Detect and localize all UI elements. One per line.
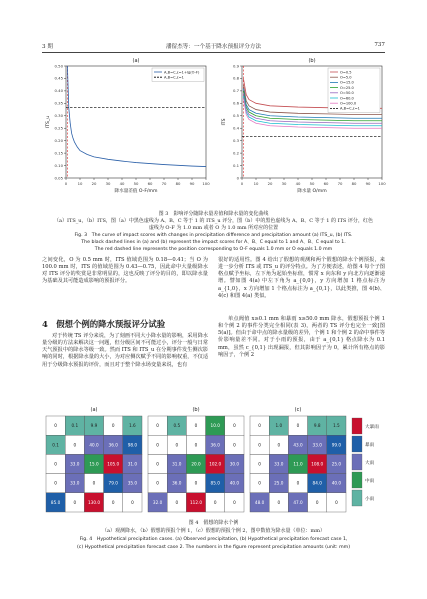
- plot-frame: [66, 66, 206, 178]
- cell-value: 102.0: [209, 461, 222, 467]
- panel-label: (b): [192, 407, 200, 413]
- cell-value: 0: [194, 423, 198, 429]
- cell-value: 33.0: [312, 442, 322, 448]
- cell-value: 0: [92, 480, 96, 486]
- cell-value: 0: [277, 499, 281, 505]
- y-tick-label: 0.7: [232, 88, 239, 94]
- cell-value: 20.0: [191, 461, 201, 467]
- cell-value: 9.8: [313, 423, 321, 429]
- heatmap-panel-0: [46, 407, 142, 512]
- cell-value: 36.0: [210, 442, 220, 448]
- x-tick-label: 30: [281, 181, 287, 186]
- header-rule: [42, 52, 385, 53]
- panel-label: (c): [294, 407, 302, 413]
- cell-value: 0: [233, 423, 236, 429]
- cell-value: 85.0: [50, 499, 61, 505]
- x-tick-label: 10: [253, 181, 259, 186]
- x-tick-label: 10: [77, 181, 83, 186]
- x-tick-label: 40: [119, 181, 125, 186]
- cell-value: 0: [296, 480, 300, 486]
- legend-label: O=50.0: [340, 91, 354, 96]
- legend-label: A,B=C,ε=1: [164, 75, 184, 80]
- legend-swatch: [352, 436, 362, 452]
- y-axis-label: ITS_u: [46, 115, 51, 129]
- cell-value: 79.0: [108, 480, 118, 486]
- cell-value: 40.0: [89, 442, 99, 448]
- cell-value: 0.5: [173, 423, 181, 429]
- legend-swatch: [352, 472, 362, 488]
- cell-value: 0: [54, 461, 57, 467]
- cell-value: 1.5: [333, 423, 340, 429]
- cell-value: 48.0: [254, 499, 265, 505]
- cell-value: 25.0: [331, 461, 342, 467]
- running-title: 潘留杰等：一个基于降水预报评分方法: [165, 44, 262, 50]
- x-tick-label: 0: [240, 181, 244, 186]
- legend-label: O=25.0: [340, 85, 354, 90]
- x-axis-label: 降水量 O/mm: [297, 189, 327, 194]
- legend-label: O=15.0: [340, 80, 354, 85]
- x-axis-label: 降水量差值 O-F/mm: [114, 189, 158, 194]
- cell-value: 0: [335, 499, 338, 505]
- page-number: 737: [374, 42, 385, 48]
- y-tick-label: 0.2: [232, 150, 239, 156]
- x-tick-label: 70: [161, 181, 167, 186]
- legend: [328, 68, 380, 113]
- panel-label: (a): [132, 58, 140, 64]
- cell-value: 40.0: [331, 480, 342, 486]
- x-tick-label: 40: [295, 181, 301, 186]
- issue-number: 3 期: [42, 44, 53, 50]
- legend-swatch: [352, 418, 362, 434]
- chart-panel-0: [45, 58, 210, 194]
- legend-swatch: [352, 454, 362, 470]
- y-tick-label: 0.45: [54, 75, 63, 81]
- cell-value: 0: [233, 442, 236, 448]
- cell-value: 11.0: [293, 461, 303, 467]
- cell-value: 0: [258, 461, 261, 467]
- cell-value: 112.0: [190, 499, 202, 505]
- legend-label: 中雨: [365, 479, 375, 484]
- y-tick-label: 0.4: [232, 125, 239, 131]
- cell-value: 108.0: [311, 461, 324, 467]
- left-paragraph-1: 之间变化，O 为 0.5 mm 时，ITS 值域范围为 0.18—0.41；当 O 为 100.0 mm 时，ITS 的值域范围为 0.43—0.75，因此命中大量级降水对 ITS 评分的奖赏是非常明显的，这也反映了评分的目的，即以降水量为基础及其可能造成影响的预报评分。: [42, 257, 208, 285]
- cell-value: 36.0: [108, 442, 118, 448]
- legend-label: 大暴雨: [365, 425, 379, 430]
- y-tick-label: 0.30: [54, 113, 63, 119]
- section-4-title: 4 假想个例的降水预报评分试验: [42, 319, 166, 329]
- cell-value: 33.0: [70, 480, 80, 486]
- right-paragraph-2: 单点阀值 x≥0.1 mm 和暴雨 x≥50.0 mm 降水，假想预报个例 1 和个例 2 的事件分类完全相同(表 3)，两者的 TS 评分也完全一致[图 5(a)]。但由于命中点的降水量级的差异，个例 1 和个例 2 的命中事件等价影响量差不同。对于小雨的预报，由于 a_{0,1} 格点降水为 0.1 mm，虽然 c_{0,1} 出现漏报，但其影响因子为 0，累计所有格点的影响因子，个例 2: [218, 316, 385, 358]
- cell-value: 0: [233, 499, 236, 505]
- cell-value: 0: [315, 499, 319, 505]
- cell-value: 0: [213, 499, 217, 505]
- cell-value: 0: [175, 442, 179, 448]
- x-tick-label: 80: [351, 181, 357, 186]
- chart-panel-1: [221, 58, 386, 194]
- cell-value: 0: [131, 499, 134, 505]
- y-tick-label: 0.8: [232, 75, 239, 81]
- x-tick-label: 80: [175, 181, 181, 186]
- panel-label: (a): [90, 407, 98, 413]
- cell-value: 35.0: [127, 480, 138, 486]
- y-tick-label: 0.1: [232, 162, 239, 168]
- cell-value: 0: [258, 423, 261, 429]
- y-tick-label: 0.05: [54, 175, 63, 181]
- heatmap-panel-2: [250, 407, 346, 512]
- legend-label: 小雨: [365, 497, 375, 502]
- cell-value: 9.9: [90, 423, 98, 429]
- figure-3-charts: [40, 56, 386, 210]
- y-tick-label: 0: [236, 175, 239, 181]
- fig3-caption-detail: （a）ITS_u，（b）ITS，图（a）中黑色虚线为 A、B、C 等于 1 的 ITS_u 评分，图（b）中的黑色虚线为 A、B、C 等于 1 的 ITS 评分，红色虚线为 O-F 为 1.0 mm 或者 O 为 1.0 mm 所对应的位置: [54, 218, 373, 231]
- y-tick-label: 0.20: [54, 137, 63, 143]
- y-tick-label: 0.9: [232, 63, 239, 69]
- fig4-caption-en-1: Fig. 4 Hypothetical precipitation cases. (a) Observed precipitation, (b) Hypothetical precipitation forecast case 1,: [79, 537, 348, 542]
- fig4-caption-detail: （a）观测降水，（b）假想的预报个例 1，（c）假想的预报个例 2，图中数值为降水量（单位：mm）: [101, 528, 325, 534]
- legend-swatch: [352, 490, 362, 506]
- cell-value: 0: [296, 423, 300, 429]
- cell-value: 0: [54, 480, 57, 486]
- legend-label: A,B=C,ε=1: [340, 106, 360, 111]
- heatmap-panel-1: [148, 407, 244, 512]
- cell-value: 0: [156, 423, 159, 429]
- legend-label: O=100.0: [340, 101, 357, 106]
- fig4-caption-title: 图 4 假想的降水个例: [188, 520, 239, 526]
- legend-label: O=60.0: [340, 96, 354, 101]
- cell-value: 0: [73, 499, 77, 505]
- fig3-caption-title: 图 3 影响评分随降水量差值和降水量的变化曲线: [158, 211, 269, 217]
- x-tick-label: 60: [323, 181, 329, 186]
- cell-value: 0: [175, 499, 179, 505]
- legend-label: 大雨: [365, 461, 375, 466]
- cell-value: 99.0: [331, 442, 342, 448]
- fig4-caption-en-2: (c) Hypothetical precipitation forecast case 2. The numbers in the figure represent precipitation amounts (unit: mm): [76, 545, 351, 550]
- legend-label: A,B=C,ε=1+lg(O-F): [164, 70, 200, 75]
- cell-value: 85.0: [210, 480, 220, 486]
- cell-value: 0: [258, 480, 261, 486]
- y-tick-label: 0.50: [54, 63, 63, 69]
- cell-value: 0: [194, 480, 198, 486]
- cell-value: 0.1: [71, 423, 79, 429]
- figure-4-grids: [40, 404, 386, 518]
- cell-value: 30.0: [229, 461, 240, 467]
- x-tick-label: 50: [309, 181, 315, 186]
- x-tick-label: 90: [189, 181, 195, 186]
- x-tick-label: 70: [337, 181, 343, 186]
- cell-value: 32.0: [152, 499, 163, 505]
- x-tick-label: 50: [133, 181, 139, 186]
- y-tick-label: 0.35: [54, 100, 63, 106]
- cell-value: 10.0: [210, 423, 220, 429]
- y-tick-label: 0.10: [54, 162, 63, 168]
- panel-label: (b): [308, 58, 316, 64]
- fig3-caption-en-2: The black dashed lines in (a) and (b) represent the impact scores for A、B、C equal to 1 and A、B、C equal to 1.: [81, 240, 346, 245]
- legend-label: 暴雨: [365, 443, 375, 448]
- y-tick-label: 0.15: [54, 150, 63, 156]
- cell-value: 0: [194, 442, 198, 448]
- legend-label: O=0.5: [340, 70, 352, 75]
- cell-value: 47.0: [293, 499, 303, 505]
- y-tick-label: 0.5: [232, 113, 239, 119]
- y-tick-label: 0.40: [54, 88, 63, 94]
- y-tick-label: 0.6: [232, 100, 239, 106]
- cell-value: 0: [54, 423, 57, 429]
- cell-value: 36.0: [172, 480, 182, 486]
- x-tick-label: 30: [105, 181, 111, 186]
- x-tick-label: 0: [64, 181, 68, 186]
- cell-value: 25.0: [274, 480, 284, 486]
- y-axis-label: ITS: [222, 118, 227, 126]
- cell-value: 1.6: [129, 423, 136, 429]
- right-paragraph-1: 很好的适用性。图 4 给出了假想的观测和两个假想的降水个例预报，来进一步分析 ITS 或 ITS_u 的评分特点。为了方便表述，给图 4 每个子图格点赋予坐标，左下角为起始坐标值，惯常 x 向东和 y 向北方向逐渐递增。譬如图 4(a) 中左下角为 a_{0,0}，y 方向增加 1 格点标注为 a_{1,0}，x 方向增加 1 个格点标注为 a_{0,1}，以此类推，图 4(b)、4(c) 和图 4(a) 类似。: [218, 257, 385, 299]
- cell-value: 84.0: [312, 480, 322, 486]
- cell-value: 33.0: [274, 461, 284, 467]
- cell-value: 0: [258, 442, 261, 448]
- cell-value: 31.0: [127, 461, 138, 467]
- cell-value: 0.1: [52, 442, 59, 448]
- cell-value: 40.0: [229, 480, 240, 486]
- cell-value: 105.0: [107, 461, 120, 467]
- section-4-paragraph: 对于传统 TS 评分来说，为了刻画不同大小降水量的影响，采用降水量分级的方法来解决这一问题，但分级区间不可能过小，评分一般与日常天气预报中的降水等级一致。然而 ITS 和 ITS_u 在分期事件发生侧次影响的同时，根据降水量的大小，为对应侧次赋予不同的影响权重，不仅适用于分级降水预报的评价，而且对于整个降水场变量来说，也有: [42, 333, 209, 368]
- cell-value: 130.0: [88, 499, 100, 505]
- cell-value: 1.0: [275, 423, 283, 429]
- x-tick-label: 60: [147, 181, 153, 186]
- fig3-caption-en-1: Fig. 3 The curve of impact scores with changes in precipitation difference and precipitation amount (a) ITS_u, (b) ITS.: [74, 233, 353, 238]
- y-tick-label: 0.3: [232, 137, 239, 143]
- cell-value: 43.0: [293, 442, 303, 448]
- cell-value: 0: [111, 423, 115, 429]
- x-tick-label: 90: [365, 181, 371, 186]
- cell-value: 98.0: [127, 442, 138, 448]
- cell-value: 15.0: [89, 461, 99, 467]
- cell-value: 0: [156, 442, 159, 448]
- fig3-caption-en-3: The red dashed line represents the position corresponding to O-F equals 1.0 mm or O equals 1.0 mm: [94, 247, 333, 252]
- fig4-legend: [352, 418, 379, 506]
- cell-value: 31.0: [172, 461, 182, 467]
- cell-value: 0: [277, 442, 281, 448]
- cell-value: 0: [111, 499, 115, 505]
- cell-value: 0: [156, 480, 159, 486]
- x-tick-label: 100: [202, 181, 210, 186]
- x-tick-label: 100: [378, 181, 386, 186]
- cell-value: 0: [73, 442, 77, 448]
- x-tick-label: 20: [267, 181, 273, 186]
- cell-value: 33.0: [70, 461, 80, 467]
- x-tick-label: 20: [91, 181, 97, 186]
- legend: [152, 68, 204, 81]
- cell-value: 0: [156, 461, 159, 467]
- y-tick-label: 0.25: [54, 125, 63, 131]
- legend-label: O=5.0: [340, 75, 352, 80]
